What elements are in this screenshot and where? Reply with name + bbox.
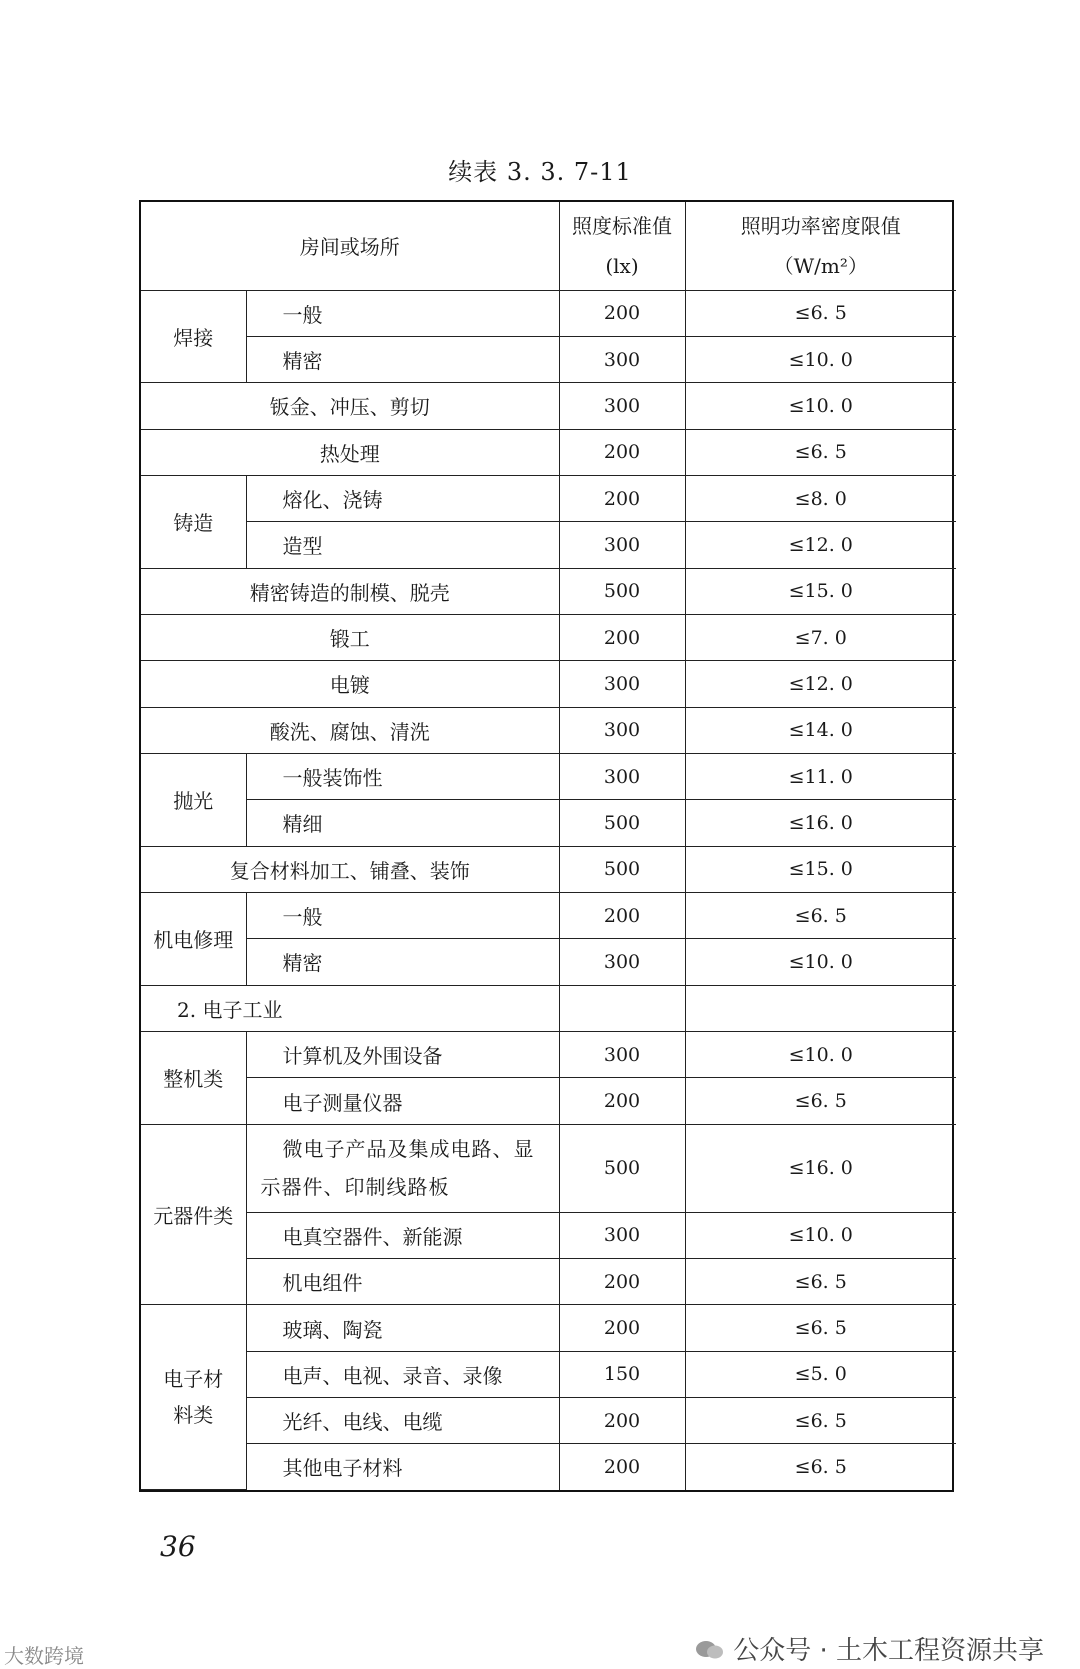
table-row (141, 568, 956, 614)
row-name: 电镀 (141, 661, 559, 707)
row-name: 精密铸造的制模、脱壳 (141, 568, 559, 614)
table-row (141, 383, 956, 429)
row-sub: 精密 (246, 939, 559, 985)
row-lpd: ≤6. 5 (685, 290, 956, 336)
table-row (141, 1351, 956, 1397)
row-illuminance: 150 (559, 1351, 685, 1397)
row-sub: 电声、电视、录音、录像 (246, 1351, 559, 1397)
row-illuminance: 200 (559, 1305, 685, 1351)
header-illuminance-unit: (lx) (605, 253, 639, 278)
row-lpd: ≤16. 0 (685, 800, 956, 846)
row-name: 锻工 (141, 614, 559, 660)
row-sub: 一般 (246, 290, 559, 336)
header-lpd-unit: （W/m²） (773, 253, 868, 278)
row-group-line: 电子材 (163, 1367, 224, 1392)
row-illuminance: 300 (559, 661, 685, 707)
row-lpd: ≤6. 5 (685, 429, 956, 475)
table-row (141, 1124, 956, 1212)
table-row (141, 1305, 956, 1351)
row-illuminance: 300 (559, 707, 685, 753)
row-lpd: ≤6. 5 (685, 1305, 956, 1351)
table-row (141, 707, 956, 753)
row-illuminance: 500 (559, 1124, 685, 1212)
row-illuminance: 300 (559, 1212, 685, 1258)
row-lpd: ≤8. 0 (685, 475, 956, 521)
table-caption: 续表 3. 3. 7-11 (448, 158, 632, 186)
row-sub: 精细 (246, 800, 559, 846)
row-group (141, 1305, 246, 1490)
table-row (141, 892, 956, 938)
row-group: 焊接 (141, 290, 246, 383)
wechat-icon (695, 1638, 725, 1660)
section-title: 2. 电子工业 (141, 985, 559, 1031)
row-lpd: ≤10. 0 (685, 336, 956, 382)
empty-cell (559, 985, 685, 1031)
header-place: 房间或场所 (141, 202, 559, 290)
row-lpd: ≤11. 0 (685, 753, 956, 799)
row-illuminance: 300 (559, 336, 685, 382)
row-sub: 机电组件 (246, 1259, 559, 1305)
row-lpd: ≤6. 5 (685, 1398, 956, 1444)
header-illuminance (559, 202, 685, 290)
row-illuminance: 500 (559, 846, 685, 892)
row-group-line: 料类 (173, 1403, 214, 1428)
row-lpd: ≤12. 0 (685, 522, 956, 568)
row-group: 机电修理 (141, 892, 246, 985)
row-sub-line: 示器件、印制线路板 (260, 1175, 450, 1200)
row-sub: 计算机及外围设备 (246, 1032, 559, 1078)
table-row (141, 522, 956, 568)
table-row (141, 661, 956, 707)
row-illuminance: 200 (559, 892, 685, 938)
row-illuminance: 300 (559, 753, 685, 799)
row-lpd: ≤7. 0 (685, 614, 956, 660)
row-illuminance: 500 (559, 568, 685, 614)
header-lpd-label: 照明功率密度限值 (740, 213, 901, 238)
row-name: 复合材料加工、铺叠、装饰 (141, 846, 559, 892)
row-lpd: ≤15. 0 (685, 846, 956, 892)
row-group: 铸造 (141, 475, 246, 568)
table-row (141, 846, 956, 892)
table-row (141, 939, 956, 985)
table-row (141, 475, 956, 521)
row-lpd: ≤10. 0 (685, 383, 956, 429)
row-lpd: ≤6. 5 (685, 1444, 956, 1490)
row-illuminance: 200 (559, 1078, 685, 1124)
row-lpd: ≤14. 0 (685, 707, 956, 753)
row-lpd: ≤6. 5 (685, 1259, 956, 1305)
table-row (141, 1078, 956, 1124)
row-name: 热处理 (141, 429, 559, 475)
watermark-text: 公众号 · 土木工程资源共享 (733, 1636, 1044, 1666)
section-row (141, 985, 956, 1031)
row-sub (246, 1124, 559, 1212)
row-lpd: ≤15. 0 (685, 568, 956, 614)
row-sub: 电子测量仪器 (246, 1078, 559, 1124)
row-lpd: ≤10. 0 (685, 1212, 956, 1258)
row-sub: 玻璃、陶瓷 (246, 1305, 559, 1351)
row-illuminance: 500 (559, 800, 685, 846)
header-illuminance-label: 照度标准值 (572, 213, 672, 238)
page-number: 36 (160, 1530, 196, 1563)
table-row (141, 429, 956, 475)
row-lpd: ≤16. 0 (685, 1124, 956, 1212)
row-illuminance: 300 (559, 383, 685, 429)
row-group: 元器件类 (141, 1124, 246, 1305)
row-lpd: ≤10. 0 (685, 939, 956, 985)
row-lpd: ≤12. 0 (685, 661, 956, 707)
row-sub-line: 微电子产品及集成电路、显 (282, 1137, 535, 1162)
row-lpd: ≤6. 5 (685, 892, 956, 938)
row-sub: 一般装饰性 (246, 753, 559, 799)
row-illuminance: 300 (559, 522, 685, 568)
header-lpd (685, 202, 956, 290)
table-row (141, 1259, 956, 1305)
row-name: 酸洗、腐蚀、清洗 (141, 707, 559, 753)
watermark-left: 大数跨境 (4, 1644, 84, 1668)
row-lpd: ≤5. 0 (685, 1351, 956, 1397)
row-sub: 精密 (246, 336, 559, 382)
row-sub: 一般 (246, 892, 559, 938)
row-group: 整机类 (141, 1032, 246, 1125)
row-group: 抛光 (141, 753, 246, 846)
table-row (141, 1032, 956, 1078)
row-illuminance: 200 (559, 1259, 685, 1305)
table-row (141, 336, 956, 382)
row-illuminance: 200 (559, 290, 685, 336)
row-illuminance: 300 (559, 1032, 685, 1078)
table-header-row (141, 202, 956, 290)
row-illuminance: 200 (559, 614, 685, 660)
table-row (141, 1444, 956, 1490)
table-row (141, 800, 956, 846)
row-name: 钣金、冲压、剪切 (141, 383, 559, 429)
lighting-table (139, 200, 954, 1492)
row-illuminance: 200 (559, 429, 685, 475)
row-lpd: ≤6. 5 (685, 1078, 956, 1124)
row-sub: 造型 (246, 522, 559, 568)
row-sub: 光纤、电线、电缆 (246, 1398, 559, 1444)
table-row (141, 1398, 956, 1444)
row-illuminance: 200 (559, 1444, 685, 1490)
row-lpd: ≤10. 0 (685, 1032, 956, 1078)
empty-cell (685, 985, 956, 1031)
row-illuminance: 300 (559, 939, 685, 985)
row-illuminance: 200 (559, 1398, 685, 1444)
table-row (141, 753, 956, 799)
row-sub: 电真空器件、新能源 (246, 1212, 559, 1258)
table-row (141, 290, 956, 336)
watermark-right (695, 1630, 1044, 1667)
row-sub: 熔化、浇铸 (246, 475, 559, 521)
table-row (141, 1212, 956, 1258)
table-row (141, 614, 956, 660)
row-illuminance: 200 (559, 475, 685, 521)
row-sub: 其他电子材料 (246, 1444, 559, 1490)
